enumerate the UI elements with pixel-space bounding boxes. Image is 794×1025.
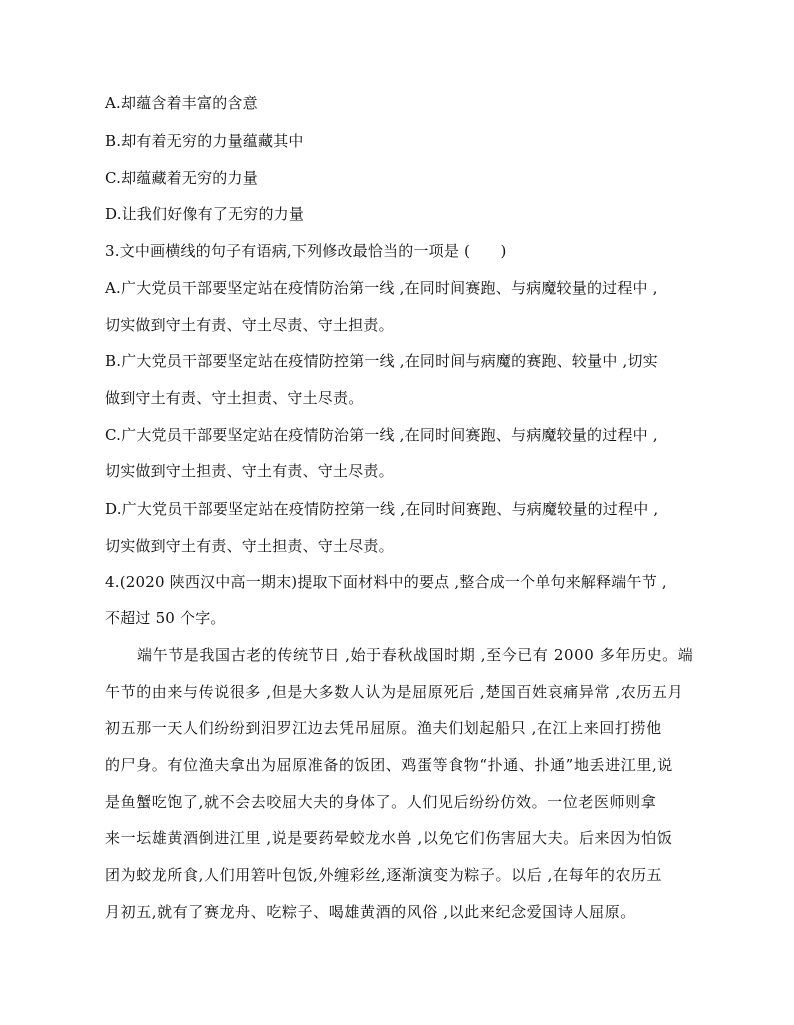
q3-option-d-line1: D.广大党员干部要坚定站在疫情防控第一线 ,在同时间赛跑、与病魔较量的过程中 ,	[105, 500, 659, 518]
q3-option-c-line1: C.广大党员干部要坚定站在疫情防治第一线 ,在同时间赛跑、与病魔较量的过程中 ,	[105, 426, 658, 444]
q2-option-d: D.让我们好像有了无穷的力量	[105, 205, 305, 223]
q2-option-a: A.却蕴含着丰富的含意	[105, 94, 258, 112]
q3-stem: 3.文中画横线的句子有语病,下列修改最恰当的一项是 ( )	[105, 242, 507, 260]
q3-option-a-line1: A.广大党员干部要坚定站在疫情防治第一线 ,在同时间赛跑、与病魔较量的过程中 ,	[105, 279, 658, 297]
q3-option-b-line1: B.广大党员干部要坚定站在疫情防控第一线 ,在同时间与病魔的赛跑、较量中 ,切实	[105, 352, 658, 370]
q3-option-a-line2: 切实做到守土有责、守土尽责、守土担责。	[105, 316, 394, 334]
passage-line: 来一坛雄黄酒倒进江里 ,说是要药晕蛟龙水兽 ,以免它们伤害屈大夫。后来因为怕饭	[105, 829, 673, 847]
q3-option-c-line2: 切实做到守土担责、守土有责、守土尽责。	[105, 462, 394, 480]
passage-line: 月初五,就有了赛龙舟、吃粽子、喝雄黄酒的风俗 ,以此来纪念爱国诗人屈原。	[105, 903, 636, 921]
q3-option-d-line2: 切实做到守土有责、守土担责、守土尽责。	[105, 537, 394, 555]
passage-line: 团为蛟龙所食,人们用箬叶包饭,外缠彩丝,逐渐演变为粽子。以后 ,在每年的农历五	[105, 866, 663, 884]
q4-stem-line2: 不超过 50 个字。	[105, 609, 226, 627]
passage-line: 初五那一天人们纷纷到汨罗江边去凭吊屈原。渔夫们划起船只 ,在江上来回打捞他	[105, 719, 662, 737]
q3-option-b-line2: 做到守土有责、守土担责、守土尽责。	[105, 389, 364, 407]
passage-line: 的尸身。有位渔夫拿出为屈原准备的饭团、鸡蛋等食物“扑通、扑通”地丢进江里,说	[105, 756, 673, 774]
q2-option-c: C.却蕴藏着无穷的力量	[105, 169, 258, 187]
q4-stem-line1: 4.(2020 陕西汉中高一期末)提取下面材料中的要点 ,整合成一个单句来解释端午节 ,	[105, 573, 667, 591]
passage-line: 是鱼蟹吃饱了,就不会去咬屈大夫的身体了。人们见后纷纷仿效。一位老医师则拿	[105, 793, 657, 811]
passage-line: 午节的由来与传说很多 ,但是大多数人认为是屈原死后 ,楚国百姓哀痛异常 ,农历五月	[105, 683, 684, 701]
passage-line: 端午节是我国古老的传统节日 ,始于春秋战国时期 ,至今已有 2000 多年历史。端	[137, 646, 694, 664]
q2-option-b: B.却有着无穷的力量蕴藏其中	[105, 132, 304, 150]
